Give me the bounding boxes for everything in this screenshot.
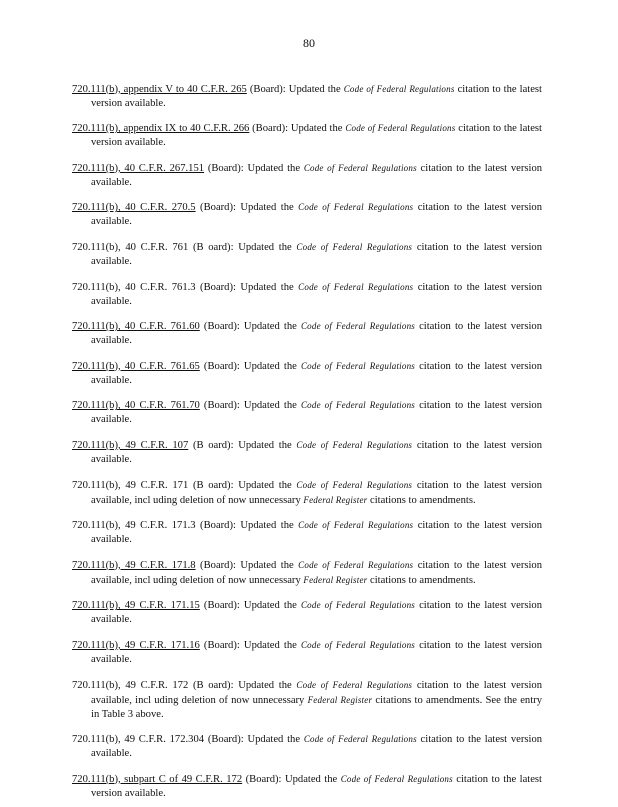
amendment-entry: [72, 638, 542, 667]
entry-citation: 720.111(b), appendix V to 40 C.F.R. 265: [72, 83, 247, 95]
entry-text: citation to the latest version available.: [91, 123, 542, 149]
entry-text-2: citations to amendments.: [370, 494, 476, 506]
entry-text: citation to the latest version available.: [91, 639, 542, 665]
entry-citation: 720.111(b), 49 C.F.R. 172.304: [72, 734, 205, 746]
amendment-entry: [72, 438, 542, 467]
entry-actor: (Board):: [207, 734, 244, 746]
entry-publication: Code of Federal Regulations: [298, 202, 414, 213]
entry-lead: Updated the: [238, 679, 292, 691]
entry-lead: Updated the: [240, 202, 294, 214]
entry-citation: 720.111(b), 40 C.F.R. 761.3: [72, 281, 196, 293]
entry-lead: Updated the: [238, 479, 292, 491]
entry-citation: 720.111(b), 49 C.F.R. 171.16: [72, 639, 200, 651]
entry-publication: Code of Federal Regulations: [296, 679, 413, 690]
entry-text: citation to the latest version available.: [91, 400, 542, 426]
entry-actor: (B oard):: [192, 439, 234, 451]
entry-actor: (B oard):: [192, 479, 234, 491]
entry-actor: (Board):: [200, 520, 236, 532]
entry-lead: Updated the: [284, 773, 338, 785]
entry-actor: (Board):: [203, 360, 240, 372]
entry-lead: Updated the: [238, 439, 292, 451]
entry-publication: Code of Federal Regulations: [298, 559, 414, 570]
entry-publication: Code of Federal Regulations: [303, 162, 417, 173]
entry-publication: Code of Federal Regulations: [298, 520, 414, 531]
entry-publication: Code of Federal Regulations: [296, 439, 413, 450]
entry-actor: (Board):: [203, 639, 240, 651]
entry-text-2: citations to amendments. See the entry in Table 3 above.: [91, 694, 542, 720]
entry-publication: Code of Federal Regulations: [300, 321, 415, 332]
entry-citation: 720.111(b), appendix IX to 40 C.F.R. 266: [72, 123, 250, 135]
entry-citation: 720.111(b), 49 C.F.R. 171.3: [72, 520, 196, 532]
entry-text: citation to the latest version available.: [91, 202, 543, 228]
entry-lead: Updated the: [243, 639, 297, 651]
entry-actor: (Board):: [252, 123, 289, 135]
entry-citation: 720.111(b), 49 C.F.R. 171.15: [72, 600, 200, 612]
entry-text: citation to the latest version available.: [91, 83, 542, 109]
entry-lead: Updated the: [238, 241, 292, 253]
entry-publication: Code of Federal Regulations: [300, 360, 415, 371]
entry-publication: Code of Federal Regulations: [296, 479, 413, 490]
amendment-entry: [72, 319, 542, 348]
amendment-entry: [72, 82, 542, 111]
entry-publication: Code of Federal Regulations: [296, 241, 413, 252]
entry-citation: 720.111(b), subpart C of 49 C.F.R. 172: [72, 773, 243, 785]
entry-citation: 720.111(b), 40 C.F.R. 761.70: [72, 400, 200, 412]
entry-actor: (Board):: [203, 600, 240, 612]
entry-lead: Updated the: [240, 281, 294, 293]
amendment-entry: [72, 121, 542, 150]
entry-citation: 720.111(b), 49 C.F.R. 107: [72, 439, 189, 451]
entry-publication: Code of Federal Regulations: [300, 639, 415, 650]
entry-lead: Updated the: [288, 83, 341, 95]
entry-actor: (Board):: [249, 83, 286, 95]
entry-actor: (Board):: [200, 202, 236, 214]
entry-publication: Code of Federal Regulations: [298, 281, 414, 292]
entry-publication: Code of Federal Regulations: [345, 123, 456, 134]
entry-text: citation to the latest version available.: [91, 241, 543, 267]
entry-citation: 720.111(b), 40 C.F.R. 761.60: [72, 321, 200, 333]
entry-lead: Updated the: [243, 600, 297, 612]
amendment-entry: [72, 478, 542, 508]
entry-citation: 720.111(b), 40 C.F.R. 761: [72, 241, 189, 253]
entry-actor: (Board):: [200, 559, 236, 571]
entry-citation: 720.111(b), 49 C.F.R. 172: [72, 679, 189, 691]
entry-actor: (Board):: [245, 773, 282, 785]
amendment-entry: [72, 240, 542, 269]
amendment-entry: [72, 280, 542, 309]
amendment-entry: [72, 678, 542, 722]
amendment-entry: [72, 732, 542, 761]
amendment-entry: [72, 772, 542, 801]
entry-publication: Code of Federal Regulations: [300, 600, 415, 611]
entry-text: citation to the latest version available.: [91, 360, 542, 386]
entry-text: citation to the latest version available, incl uding deletion of now unnecessary: [91, 479, 543, 506]
entry-citation: 720.111(b), 40 C.F.R. 761.65: [72, 360, 200, 372]
entry-publication: Code of Federal Regulations: [303, 734, 417, 745]
amendment-entry: [72, 200, 542, 229]
entry-text: citation to the latest version available.: [91, 600, 542, 626]
amendment-entry: [72, 558, 542, 588]
entry-lead: Updated the: [240, 520, 294, 532]
entry-publication: Code of Federal Regulations: [300, 400, 415, 411]
amendment-entry: [72, 359, 542, 388]
entry-lead: Updated the: [247, 734, 301, 746]
entry-actor: (B oard):: [192, 241, 234, 253]
entry-lead: Updated the: [290, 123, 343, 135]
entry-lead: Updated the: [243, 321, 297, 333]
amendment-entry: [72, 518, 542, 547]
entry-actor: (B oard):: [192, 679, 234, 691]
entry-text: citation to the latest version available.: [91, 281, 543, 307]
entry-text: citation to the latest version available, incl uding deletion of now unnecessary: [91, 679, 543, 706]
amendment-entry: [72, 398, 542, 427]
entry-publication: Code of Federal Regulations: [340, 773, 453, 784]
entry-lead: Updated the: [243, 360, 297, 372]
entry-text: citation to the latest version available, incl uding deletion of now unnecessary: [91, 559, 543, 586]
entry-text-2: citations to amendments.: [370, 574, 476, 586]
entry-text: citation to the latest version available.: [91, 439, 543, 465]
entry-actor: (Board):: [203, 400, 240, 412]
entry-citation: 720.111(b), 40 C.F.R. 267.151: [72, 162, 205, 174]
entry-text: citation to the latest version available.: [91, 773, 542, 799]
amendment-entry: [72, 161, 542, 190]
entry-citation: 720.111(b), 40 C.F.R. 270.5: [72, 202, 196, 214]
page-number: 80: [303, 36, 315, 50]
entry-citation: 720.111(b), 49 C.F.R. 171.8: [72, 559, 196, 571]
entry-actor: (Board):: [207, 162, 244, 174]
entry-lead: Updated the: [247, 162, 301, 174]
entry-publication-2: Federal Register: [307, 694, 373, 705]
entry-lead: Updated the: [243, 400, 297, 412]
entry-actor: (Board):: [203, 321, 240, 333]
amendment-entry: [72, 598, 542, 627]
entry-citation: 720.111(b), 49 C.F.R. 171: [72, 479, 189, 491]
entry-text: citation to the latest version available.: [91, 520, 543, 546]
entry-publication: Code of Federal Regulations: [343, 83, 455, 94]
entry-lead: Updated the: [240, 559, 294, 571]
entry-text: citation to the latest version available.: [91, 162, 543, 188]
entry-publication-2: Federal Register: [303, 574, 368, 585]
entries-list: [72, 71, 542, 807]
entry-text: citation to the latest version available.: [91, 734, 543, 760]
entry-actor: (Board):: [200, 281, 236, 293]
entry-publication-2: Federal Register: [303, 494, 368, 505]
entry-text: citation to the latest version available.: [91, 321, 542, 347]
